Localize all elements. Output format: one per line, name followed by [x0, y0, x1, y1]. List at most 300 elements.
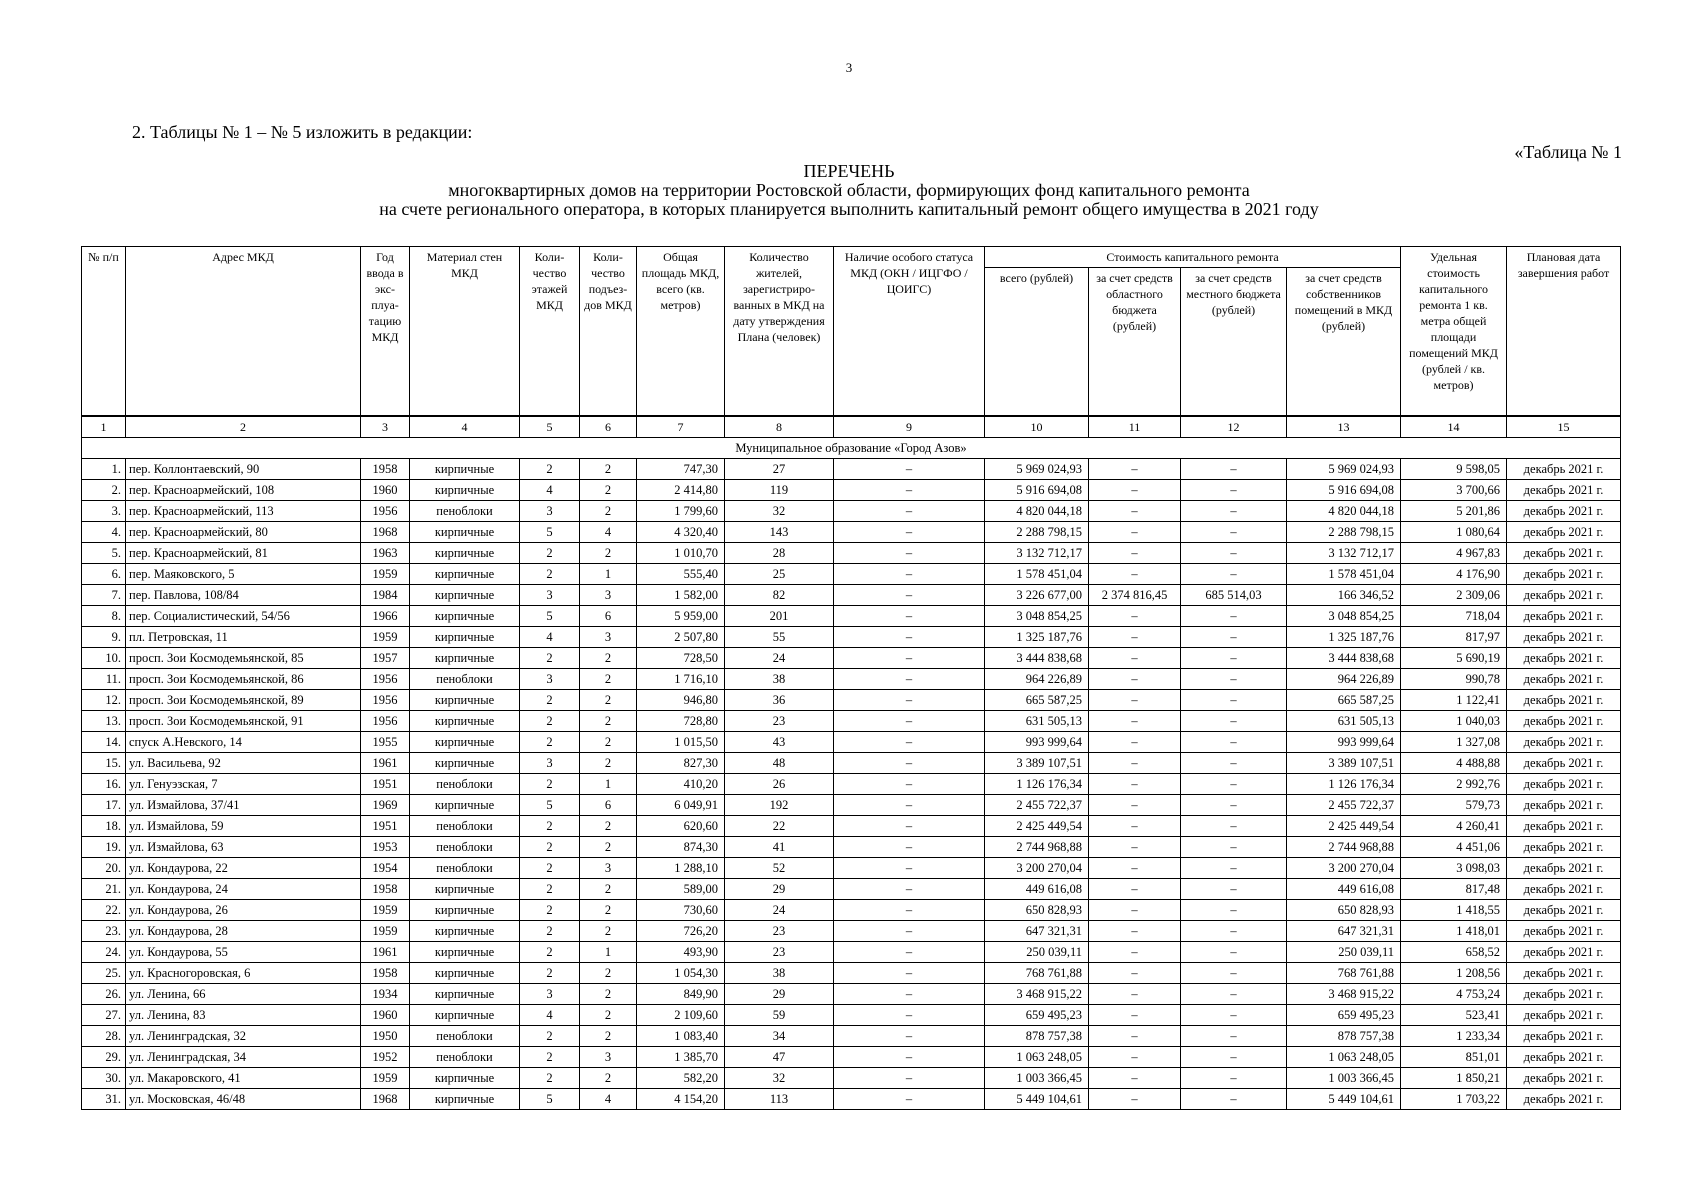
cell-special-status: –	[834, 858, 985, 879]
cell-wall-material: кирпичные	[410, 1005, 520, 1026]
cell-special-status: –	[834, 984, 985, 1005]
cell-address: просп. Зои Космодемьянской, 86	[126, 669, 361, 690]
cell-completion-date: декабрь 2021 г.	[1507, 921, 1621, 942]
title-line-3: на счете регионального оператора, в которых планируется выполнить капитальный ремонт общего имущества в 2021 году	[379, 199, 1319, 219]
column-number: 4	[410, 416, 520, 438]
cell-year: 1956	[361, 690, 410, 711]
cell-floors: 4	[520, 1005, 580, 1026]
cell-cost-owners: 3 132 712,17	[1287, 543, 1401, 564]
cell-unit-cost: 579,73	[1401, 795, 1507, 816]
cell-address: пер. Красноармейский, 81	[126, 543, 361, 564]
cell-entrances: 1	[580, 564, 637, 585]
cell-year: 1968	[361, 1089, 410, 1110]
cell-year: 1968	[361, 522, 410, 543]
cell-year: 1960	[361, 1005, 410, 1026]
table-row	[82, 669, 1621, 690]
cell-address: пер. Павлова, 108/84	[126, 585, 361, 606]
column-number: 11	[1089, 416, 1181, 438]
cell-address: ул. Васильева, 92	[126, 753, 361, 774]
cell-residents: 25	[725, 564, 834, 585]
cell-cost-owners: 250 039,11	[1287, 942, 1401, 963]
cell-unit-cost: 1 418,01	[1401, 921, 1507, 942]
cell-special-status: –	[834, 606, 985, 627]
cell-floors: 5	[520, 522, 580, 543]
cell-residents: 36	[725, 690, 834, 711]
table-row	[82, 564, 1621, 585]
cell-cost-local: –	[1181, 837, 1287, 858]
cell-total-area: 620,60	[637, 816, 725, 837]
cell-cost-total: 3 468 915,22	[985, 984, 1089, 1005]
cell-row-index: 17.	[82, 795, 126, 816]
cell-unit-cost: 1 233,34	[1401, 1026, 1507, 1047]
cell-residents: 43	[725, 732, 834, 753]
cell-cost-local: –	[1181, 795, 1287, 816]
cell-unit-cost: 1 703,22	[1401, 1089, 1507, 1110]
cell-residents: 52	[725, 858, 834, 879]
table-row	[82, 522, 1621, 543]
cell-floors: 3	[520, 753, 580, 774]
cell-total-area: 730,60	[637, 900, 725, 921]
cell-cost-local: –	[1181, 774, 1287, 795]
cell-wall-material: кирпичные	[410, 963, 520, 984]
cell-total-area: 849,90	[637, 984, 725, 1005]
cell-year: 1954	[361, 858, 410, 879]
cell-residents: 24	[725, 648, 834, 669]
cell-total-area: 747,30	[637, 459, 725, 480]
cell-wall-material: кирпичные	[410, 648, 520, 669]
cell-year: 1959	[361, 1068, 410, 1089]
cell-wall-material: пеноблоки	[410, 669, 520, 690]
cell-unit-cost: 523,41	[1401, 1005, 1507, 1026]
cell-special-status: –	[834, 627, 985, 648]
cell-address: пер. Коллонтаевский, 90	[126, 459, 361, 480]
cell-special-status: –	[834, 963, 985, 984]
cell-residents: 34	[725, 1026, 834, 1047]
cell-row-index: 24.	[82, 942, 126, 963]
cell-row-index: 20.	[82, 858, 126, 879]
cell-floors: 2	[520, 963, 580, 984]
cell-cost-regional: –	[1089, 1005, 1181, 1026]
cell-wall-material: кирпичные	[410, 942, 520, 963]
table-row	[82, 753, 1621, 774]
cell-residents: 32	[725, 1068, 834, 1089]
cell-row-index: 28.	[82, 1026, 126, 1047]
cell-special-status: –	[834, 669, 985, 690]
cell-residents: 55	[725, 627, 834, 648]
cell-cost-owners: 5 916 694,08	[1287, 480, 1401, 501]
cell-address: ул. Измайлова, 63	[126, 837, 361, 858]
cell-completion-date: декабрь 2021 г.	[1507, 627, 1621, 648]
cell-year: 1958	[361, 963, 410, 984]
table-row	[82, 984, 1621, 1005]
cell-floors: 2	[520, 858, 580, 879]
table-row	[82, 690, 1621, 711]
cell-unit-cost: 5 201,86	[1401, 501, 1507, 522]
cell-total-area: 1 015,50	[637, 732, 725, 753]
header-address: Адрес МКД	[126, 247, 361, 417]
cell-special-status: –	[834, 774, 985, 795]
cell-cost-owners: 2 744 968,88	[1287, 837, 1401, 858]
cell-entrances: 2	[580, 816, 637, 837]
housing-table	[81, 246, 1621, 1110]
cell-entrances: 3	[580, 1047, 637, 1068]
cell-row-index: 13.	[82, 711, 126, 732]
column-number: 1	[82, 416, 126, 438]
cell-row-index: 21.	[82, 879, 126, 900]
cell-residents: 32	[725, 501, 834, 522]
cell-completion-date: декабрь 2021 г.	[1507, 711, 1621, 732]
cell-address: просп. Зои Космодемьянской, 85	[126, 648, 361, 669]
cell-wall-material: кирпичные	[410, 627, 520, 648]
cell-entrances: 4	[580, 522, 637, 543]
column-number: 9	[834, 416, 985, 438]
cell-cost-total: 2 288 798,15	[985, 522, 1089, 543]
cell-entrances: 2	[580, 480, 637, 501]
cell-wall-material: кирпичные	[410, 921, 520, 942]
cell-entrances: 2	[580, 648, 637, 669]
cell-wall-material: кирпичные	[410, 585, 520, 606]
cell-residents: 38	[725, 963, 834, 984]
cell-residents: 26	[725, 774, 834, 795]
cell-residents: 27	[725, 459, 834, 480]
cell-cost-owners: 3 389 107,51	[1287, 753, 1401, 774]
cell-cost-regional: –	[1089, 816, 1181, 837]
cell-year: 1966	[361, 606, 410, 627]
cell-cost-regional: –	[1089, 900, 1181, 921]
cell-wall-material: пеноблоки	[410, 1047, 520, 1068]
cell-completion-date: декабрь 2021 г.	[1507, 795, 1621, 816]
cell-residents: 29	[725, 879, 834, 900]
table-row	[82, 774, 1621, 795]
cell-cost-owners: 2 455 722,37	[1287, 795, 1401, 816]
cell-row-index: 8.	[82, 606, 126, 627]
cell-cost-local: –	[1181, 1047, 1287, 1068]
cell-cost-owners: 1 578 451,04	[1287, 564, 1401, 585]
cell-total-area: 1 716,10	[637, 669, 725, 690]
cell-cost-total: 993 999,64	[985, 732, 1089, 753]
cell-cost-regional: –	[1089, 942, 1181, 963]
cell-completion-date: декабрь 2021 г.	[1507, 606, 1621, 627]
cell-address: ул. Кондаурова, 28	[126, 921, 361, 942]
cell-entrances: 2	[580, 543, 637, 564]
cell-completion-date: декабрь 2021 г.	[1507, 858, 1621, 879]
cell-residents: 38	[725, 669, 834, 690]
cell-cost-total: 5 916 694,08	[985, 480, 1089, 501]
cell-floors: 2	[520, 837, 580, 858]
cell-row-index: 27.	[82, 1005, 126, 1026]
table-row	[82, 732, 1621, 753]
table-row	[82, 1005, 1621, 1026]
cell-cost-total: 631 505,13	[985, 711, 1089, 732]
section-title: Муниципальное образование «Город Азов»	[82, 438, 1621, 459]
cell-cost-regional: –	[1089, 774, 1181, 795]
cell-cost-total: 3 389 107,51	[985, 753, 1089, 774]
cell-year: 1953	[361, 837, 410, 858]
cell-cost-owners: 1 325 187,76	[1287, 627, 1401, 648]
cell-entrances: 2	[580, 1005, 637, 1026]
cell-address: пер. Социалистический, 54/56	[126, 606, 361, 627]
cell-unit-cost: 718,04	[1401, 606, 1507, 627]
cell-completion-date: декабрь 2021 г.	[1507, 774, 1621, 795]
cell-cost-local: –	[1181, 900, 1287, 921]
cell-cost-regional: –	[1089, 858, 1181, 879]
cell-cost-total: 3 132 712,17	[985, 543, 1089, 564]
cell-completion-date: декабрь 2021 г.	[1507, 1047, 1621, 1068]
cell-cost-owners: 5 969 024,93	[1287, 459, 1401, 480]
cell-cost-local: –	[1181, 858, 1287, 879]
cell-year: 1963	[361, 543, 410, 564]
cell-unit-cost: 3 700,66	[1401, 480, 1507, 501]
cell-row-index: 6.	[82, 564, 126, 585]
cell-cost-owners: 4 820 044,18	[1287, 501, 1401, 522]
cell-entrances: 2	[580, 984, 637, 1005]
cell-completion-date: декабрь 2021 г.	[1507, 1068, 1621, 1089]
cell-unit-cost: 1 080,64	[1401, 522, 1507, 543]
cell-entrances: 2	[580, 669, 637, 690]
cell-row-index: 31.	[82, 1089, 126, 1110]
cell-cost-local: –	[1181, 564, 1287, 585]
cell-year: 1984	[361, 585, 410, 606]
cell-row-index: 18.	[82, 816, 126, 837]
cell-wall-material: кирпичные	[410, 522, 520, 543]
column-number: 12	[1181, 416, 1287, 438]
cell-completion-date: декабрь 2021 г.	[1507, 543, 1621, 564]
cell-cost-regional: –	[1089, 1026, 1181, 1047]
cell-floors: 2	[520, 459, 580, 480]
cell-cost-regional: –	[1089, 732, 1181, 753]
cell-entrances: 2	[580, 459, 637, 480]
cell-cost-total: 3 048 854,25	[985, 606, 1089, 627]
cell-floors: 3	[520, 984, 580, 1005]
cell-year: 1969	[361, 795, 410, 816]
cell-cost-total: 3 200 270,04	[985, 858, 1089, 879]
cell-residents: 59	[725, 1005, 834, 1026]
cell-special-status: –	[834, 648, 985, 669]
cell-special-status: –	[834, 921, 985, 942]
cell-total-area: 410,20	[637, 774, 725, 795]
cell-cost-regional: –	[1089, 690, 1181, 711]
column-number: 2	[126, 416, 361, 438]
cell-row-index: 22.	[82, 900, 126, 921]
cell-total-area: 1 582,00	[637, 585, 725, 606]
cell-wall-material: кирпичные	[410, 543, 520, 564]
cell-row-index: 9.	[82, 627, 126, 648]
cell-row-index: 26.	[82, 984, 126, 1005]
cell-cost-owners: 3 200 270,04	[1287, 858, 1401, 879]
cell-total-area: 1 385,70	[637, 1047, 725, 1068]
cell-unit-cost: 817,97	[1401, 627, 1507, 648]
cell-cost-total: 2 455 722,37	[985, 795, 1089, 816]
cell-special-status: –	[834, 1068, 985, 1089]
cell-cost-local: –	[1181, 711, 1287, 732]
cell-row-index: 29.	[82, 1047, 126, 1068]
cell-cost-regional: –	[1089, 501, 1181, 522]
cell-unit-cost: 4 176,90	[1401, 564, 1507, 585]
cell-floors: 2	[520, 921, 580, 942]
cell-floors: 2	[520, 1026, 580, 1047]
cell-unit-cost: 817,48	[1401, 879, 1507, 900]
cell-completion-date: декабрь 2021 г.	[1507, 942, 1621, 963]
table-row	[82, 879, 1621, 900]
cell-entrances: 6	[580, 795, 637, 816]
cell-residents: 41	[725, 837, 834, 858]
cell-cost-local: –	[1181, 501, 1287, 522]
header-date: Плановая дата завершения работ	[1507, 247, 1621, 417]
cell-cost-local: –	[1181, 669, 1287, 690]
cell-unit-cost: 1 122,41	[1401, 690, 1507, 711]
cell-year: 1951	[361, 774, 410, 795]
cell-cost-local: –	[1181, 816, 1287, 837]
cell-entrances: 2	[580, 837, 637, 858]
cell-address: ул. Макаровского, 41	[126, 1068, 361, 1089]
cell-completion-date: декабрь 2021 г.	[1507, 585, 1621, 606]
cell-cost-regional: –	[1089, 1068, 1181, 1089]
column-number-row	[82, 416, 1621, 438]
cell-row-index: 12.	[82, 690, 126, 711]
cell-residents: 23	[725, 921, 834, 942]
cell-special-status: –	[834, 459, 985, 480]
cell-cost-owners: 5 449 104,61	[1287, 1089, 1401, 1110]
cell-cost-local: –	[1181, 732, 1287, 753]
cell-unit-cost: 4 967,83	[1401, 543, 1507, 564]
cell-unit-cost: 1 208,56	[1401, 963, 1507, 984]
cell-entrances: 2	[580, 1068, 637, 1089]
cell-row-index: 16.	[82, 774, 126, 795]
cell-address: ул. Кондаурова, 26	[126, 900, 361, 921]
table-row	[82, 963, 1621, 984]
cell-completion-date: декабрь 2021 г.	[1507, 459, 1621, 480]
cell-wall-material: пеноблоки	[410, 774, 520, 795]
cell-residents: 24	[725, 900, 834, 921]
cell-total-area: 1 799,60	[637, 501, 725, 522]
cell-completion-date: декабрь 2021 г.	[1507, 984, 1621, 1005]
header-unit-cost: Удельная стоимость капитального ремонта 1 кв. метра общей площади помещений МКД (рублей / кв. метров)	[1401, 247, 1507, 417]
cell-entrances: 2	[580, 1026, 637, 1047]
cell-cost-regional: –	[1089, 921, 1181, 942]
cell-entrances: 2	[580, 921, 637, 942]
cell-cost-owners: 2 425 449,54	[1287, 816, 1401, 837]
cell-floors: 4	[520, 627, 580, 648]
cell-completion-date: декабрь 2021 г.	[1507, 879, 1621, 900]
column-number: 6	[580, 416, 637, 438]
cell-entrances: 3	[580, 627, 637, 648]
table-label: «Таблица № 1	[1514, 142, 1622, 162]
cell-residents: 47	[725, 1047, 834, 1068]
cell-year: 1958	[361, 459, 410, 480]
cell-unit-cost: 4 488,88	[1401, 753, 1507, 774]
header-cost-local: за счет средств местного бюджета (рублей)	[1181, 268, 1287, 417]
cell-address: пер. Красноармейский, 108	[126, 480, 361, 501]
cell-cost-owners: 647 321,31	[1287, 921, 1401, 942]
cell-wall-material: кирпичные	[410, 984, 520, 1005]
cell-cost-total: 1 063 248,05	[985, 1047, 1089, 1068]
table-row	[82, 900, 1621, 921]
cell-row-index: 19.	[82, 837, 126, 858]
cell-wall-material: кирпичные	[410, 795, 520, 816]
cell-year: 1950	[361, 1026, 410, 1047]
cell-entrances: 2	[580, 501, 637, 522]
cell-total-area: 1 010,70	[637, 543, 725, 564]
cell-entrances: 2	[580, 879, 637, 900]
cell-cost-total: 449 616,08	[985, 879, 1089, 900]
cell-total-area: 2 414,80	[637, 480, 725, 501]
cell-floors: 5	[520, 795, 580, 816]
header-cost-regional: за счет средств областного бюджета (рублей)	[1089, 268, 1181, 417]
cell-special-status: –	[834, 564, 985, 585]
cell-address: пер. Красноармейский, 113	[126, 501, 361, 522]
cell-cost-total: 2 425 449,54	[985, 816, 1089, 837]
cell-unit-cost: 5 690,19	[1401, 648, 1507, 669]
title-line-2: многоквартирных домов на территории Ростовской области, формирующих фонд капитального ремонта	[448, 180, 1250, 200]
cell-unit-cost: 990,78	[1401, 669, 1507, 690]
cell-entrances: 2	[580, 690, 637, 711]
cell-special-status: –	[834, 1047, 985, 1068]
cell-row-index: 5.	[82, 543, 126, 564]
cell-cost-owners: 3 444 838,68	[1287, 648, 1401, 669]
cell-year: 1959	[361, 564, 410, 585]
cell-row-index: 7.	[82, 585, 126, 606]
cell-wall-material: пеноблоки	[410, 501, 520, 522]
table-row	[82, 480, 1621, 501]
cell-completion-date: декабрь 2021 г.	[1507, 732, 1621, 753]
cell-completion-date: декабрь 2021 г.	[1507, 501, 1621, 522]
cell-cost-local: –	[1181, 690, 1287, 711]
cell-residents: 48	[725, 753, 834, 774]
cell-address: ул. Кондаурова, 22	[126, 858, 361, 879]
cell-cost-total: 5 449 104,61	[985, 1089, 1089, 1110]
cell-residents: 82	[725, 585, 834, 606]
cell-floors: 2	[520, 879, 580, 900]
cell-completion-date: декабрь 2021 г.	[1507, 837, 1621, 858]
table-row	[82, 1089, 1621, 1110]
cell-residents: 113	[725, 1089, 834, 1110]
cell-year: 1957	[361, 648, 410, 669]
cell-year: 1959	[361, 921, 410, 942]
cell-cost-total: 3 444 838,68	[985, 648, 1089, 669]
cell-cost-total: 1 126 176,34	[985, 774, 1089, 795]
cell-unit-cost: 4 260,41	[1401, 816, 1507, 837]
cell-cost-total: 250 039,11	[985, 942, 1089, 963]
header-status: Наличие особого статуса МКД (ОКН / ИЦГФО / ЦОИГС)	[834, 247, 985, 417]
cell-row-index: 30.	[82, 1068, 126, 1089]
cell-year: 1951	[361, 816, 410, 837]
cell-year: 1956	[361, 501, 410, 522]
cell-cost-regional: –	[1089, 1047, 1181, 1068]
cell-wall-material: кирпичные	[410, 1089, 520, 1110]
cell-cost-total: 1 578 451,04	[985, 564, 1089, 585]
cell-wall-material: кирпичные	[410, 459, 520, 480]
cell-completion-date: декабрь 2021 г.	[1507, 648, 1621, 669]
cell-wall-material: кирпичные	[410, 606, 520, 627]
cell-address: ул. Измайлова, 59	[126, 816, 361, 837]
cell-special-status: –	[834, 585, 985, 606]
cell-cost-total: 1 325 187,76	[985, 627, 1089, 648]
cell-wall-material: пеноблоки	[410, 816, 520, 837]
header-number: № п/п	[82, 247, 126, 417]
table-row	[82, 816, 1621, 837]
cell-unit-cost: 1 327,08	[1401, 732, 1507, 753]
cell-total-area: 874,30	[637, 837, 725, 858]
cell-cost-regional: –	[1089, 606, 1181, 627]
cell-cost-local: –	[1181, 984, 1287, 1005]
cell-residents: 192	[725, 795, 834, 816]
cell-total-area: 555,40	[637, 564, 725, 585]
cell-year: 1956	[361, 669, 410, 690]
cell-floors: 2	[520, 1068, 580, 1089]
cell-special-status: –	[834, 501, 985, 522]
cell-cost-owners: 3 468 915,22	[1287, 984, 1401, 1005]
cell-completion-date: декабрь 2021 г.	[1507, 522, 1621, 543]
